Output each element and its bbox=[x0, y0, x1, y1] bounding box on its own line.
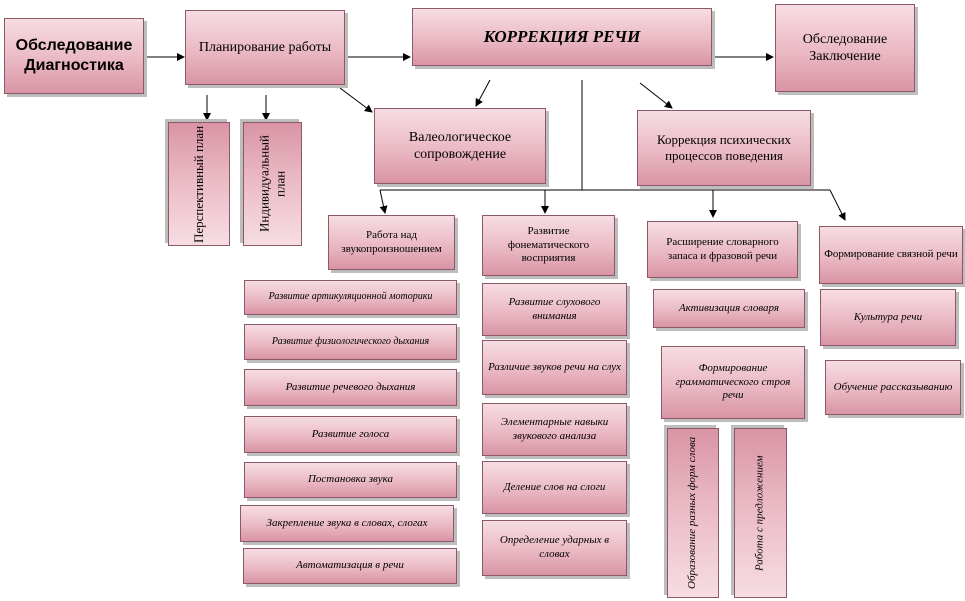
coherent-item-2: Обучение рассказыванию bbox=[825, 360, 961, 415]
phonemic-item-1: Развитие слухового внимания bbox=[482, 283, 627, 336]
vocab-item-1: Активизация словаря bbox=[653, 289, 805, 328]
sound-item-6: Закрепление звука в словах, слогах bbox=[240, 505, 454, 542]
sound-item-5: Постановка звука bbox=[244, 462, 457, 498]
phonemic-item-2: Различие звуков речи на слух bbox=[482, 340, 627, 395]
phonemic-item-4: Деление слов на слоги bbox=[482, 461, 627, 514]
phonemic-item-3: Элементарные навыки звукового анализа bbox=[482, 403, 627, 456]
conclusion-box: Обследование Заключение bbox=[775, 4, 915, 92]
sound-work-box: Работа над звукопроизношением bbox=[328, 215, 455, 270]
sound-item-2: Развитие физиологического дыхания bbox=[244, 324, 457, 360]
sound-item-7: Автоматизация в речи bbox=[243, 548, 457, 584]
perspective-plan-box: Перспективный план bbox=[168, 122, 230, 246]
diagnostics-box: Обследование Диагностика bbox=[4, 18, 144, 94]
planning-box: Планирование работы bbox=[185, 10, 345, 85]
sound-item-3: Развитие речевого дыхания bbox=[244, 369, 457, 406]
vocab-item-3: Образование разных форм слова bbox=[667, 428, 719, 598]
sound-item-1: Развитие артикуляционной моторики bbox=[244, 280, 457, 315]
title-box: КОРРЕКЦИЯ РЕЧИ bbox=[412, 8, 712, 66]
coherent-item-1: Культура речи bbox=[820, 289, 956, 346]
individual-plan-box: Индивидуальный план bbox=[243, 122, 302, 246]
vocab-item-2: Формирование грамматического строя речи bbox=[661, 346, 805, 419]
psych-correction-box: Коррекция психических процессов поведения bbox=[637, 110, 811, 186]
phonemic-item-5: Определение ударных в словах bbox=[482, 520, 627, 576]
valeology-box: Валеологическое сопровождение bbox=[374, 108, 546, 184]
sound-item-4: Развитие голоса bbox=[244, 416, 457, 453]
vocab-item-4: Работа с предложением bbox=[734, 428, 787, 598]
phonemic-box: Развитие фонематического восприятия bbox=[482, 215, 615, 276]
vocabulary-box: Расширение словарного запаса и фразовой речи bbox=[647, 221, 798, 278]
coherent-speech-box: Формирование связной речи bbox=[819, 226, 963, 284]
